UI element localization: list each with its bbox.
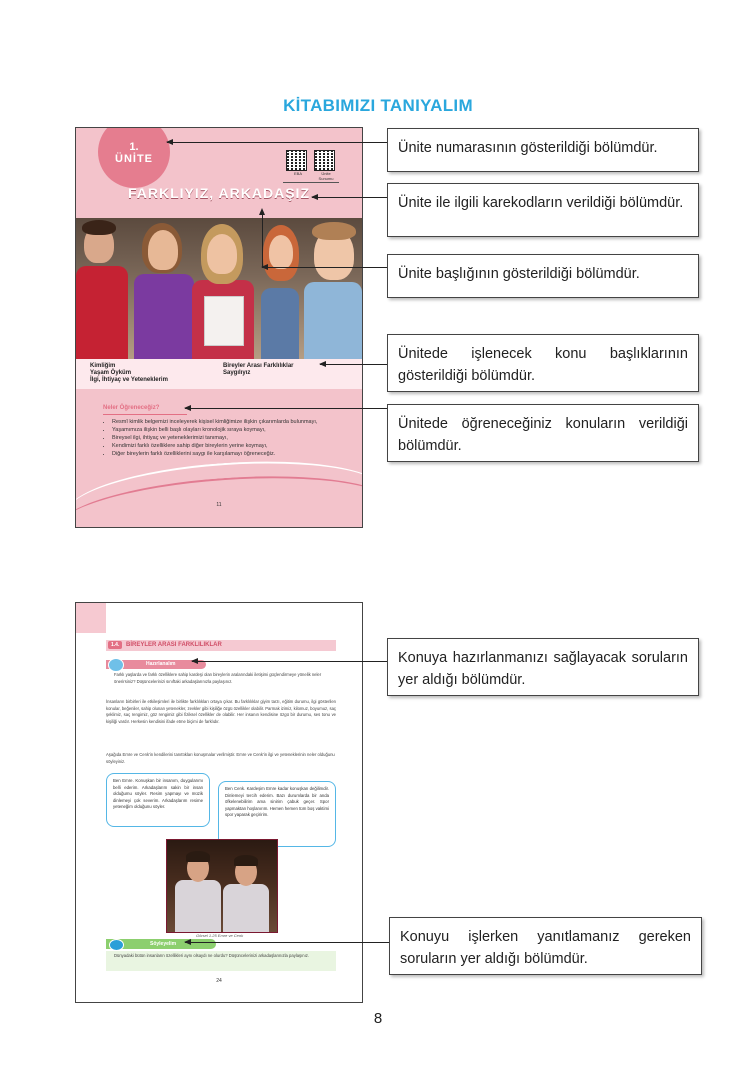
intro-text: Aşağıda Emre ve Cenk'in kendilerini tanıttıkları konuşmalar verilmiştir. Emre ve Cenk'in ilgi ve yeteneklerinin neler olduğunu söyleyiniz. (106, 752, 335, 764)
unit-number: 1. (129, 141, 139, 153)
list-item: • Resmî kimlik belgemizi inceleyerek kişisel kimliğimize ilişkin çıkarımlarda bulunmayı, (112, 418, 352, 426)
list-item: • Yaşamımıza ilişkin belli başlı olayları kronolojik sıraya koymayı, (112, 426, 352, 434)
learn-list (102, 418, 352, 458)
twins-photo (166, 839, 278, 933)
photo-caption: Görsel 1.25 Emre ve Cenk (196, 933, 244, 938)
prep-text: Farklı yaşlarda ve farklı özelliklere sahip kardeşi olan bireylerin aralarındaki iletişimi güçlendirmeye yönelik neler önerirsiniz? Düşüncelerinizi sınıftaki arkadaşlarınızla paylaşınız. (114, 672, 322, 684)
callout-preparation: Konuya hazırlanmanızı sağlayacak soruların yer aldığı bölümdür. (387, 638, 699, 696)
learn-heading: Neler Öğreneceğiz? (103, 405, 160, 411)
callout-unit-number: Ünite numarasının gösterildiği bölümdür. (387, 128, 699, 172)
callout-learning-goals: Ünitede öğreneceğiniz konuların verildiği bölümdür. (387, 404, 699, 462)
callout-qr-codes: Ünite ile ilgili karekodların verildiği bölümdür. (387, 183, 699, 237)
unit-title: FARKLIYIZ, ARKADAŞIZ (127, 185, 311, 201)
list-item: • Diğer bireylerin farklı özelliklerini saygı ile karşılamayı öğreneceğiz. (112, 450, 352, 458)
arrow-pointer (185, 408, 387, 409)
page-number: 8 (373, 1010, 383, 1027)
children-photo (76, 218, 362, 359)
unit-cover-page (75, 127, 363, 528)
arrow-pointer (192, 661, 387, 662)
prep-label: Hazırlanalım (146, 661, 176, 667)
arrow-pointer (167, 142, 387, 143)
list-item: • Kendimizi farklı özelliklere sahip diğer bireylerin yerine koymayı, (112, 442, 352, 450)
topic-item: Kimliğim (90, 363, 116, 369)
arrow-pointer (262, 267, 387, 268)
page-title: KİTABIMIZI TANIYALIM (283, 96, 473, 115)
page-number: 24 (216, 978, 222, 984)
speak-text: Dünyadaki bütün insanların özellikleri aynı olsaydı ne olurdu? Düşüncelerinizi arkadaşlarınızla paylaşınız. (114, 953, 310, 958)
qr-label: EBA (293, 171, 302, 176)
speech-bubble-emre: Ben Emre. Konuşkan bir insanım, duygularımı belli ederim. Arkadaşlarım sakin bir insan olduğumu söyler. Resim yapmayı ve müzik dinlemeyi çok severim. Arkadaşlarım resime yeteneğim olduğunu söyler. (106, 773, 210, 827)
callout-topic-headings: Ünitede işlenecek konu başlıklarının gösterildiği bölümdür. (387, 334, 699, 392)
topic-item: Saygılıyız (223, 370, 251, 376)
arrow-pointer (320, 364, 387, 365)
speech-bubble-cenk: Ben Cenk. Kardeşim Emre kadar konuşkan değilimdir. Dinlemeyi tercih ederim. Bazı durumlarda bir anda öfkelenebilirim ama sinirim çabuk geçer. Spor yapmaktan hoşlanırım. Hemen hemen tüm boş vaktimi spor yaparak geçiririm. (218, 781, 336, 847)
qr-code-unit-presentation[interactable] (314, 150, 338, 181)
callout-discussion: Konuyu işlerken yanıtlamanız gereken soruların yer aldığı bölümdür. (389, 917, 702, 975)
arrow-pointer (185, 942, 389, 943)
arrow-pointer (262, 214, 263, 267)
decorative-corner (76, 603, 106, 633)
unit-word: ÜNİTE (115, 153, 153, 165)
qr-code-eba[interactable] (286, 150, 310, 176)
divider (103, 414, 187, 415)
qr-label: Ünite Sunumu (318, 171, 334, 181)
cloud-icon (108, 658, 124, 672)
page-number: 11 (216, 502, 222, 508)
body-text: İnsanların birbirleri ile etkileşimleri ile birlikte farklılıkları ortaya çıkar. Bu farklılıklar giyim tarzı, eğitim durumu, ilgi gösterilen konular, beğeniler, sahip olunan yetenekler, zevkler gibi kişiliğe özgü özellikler olabilir. Parmak izimiz, kilomuz, boyumuz, saç şeklimiz, saç rengimiz, göz rengimiz gibi fiziksel özellikler de olabilir. Her insanın kendisine özgü bir durumu, ses tonu ve kişiliği vardır. Herkesin kendisini ifade etme biçimi de farklıdır. (106, 699, 336, 724)
topic-item: Bireyler Arası Farklılıklar (223, 363, 294, 369)
section-number: 1.4. (108, 641, 122, 649)
topic-item: Yaşam Öyküm (90, 370, 132, 376)
speak-label: Söyleyelim (150, 941, 177, 947)
topic-item: İlgi, İhtiyaç ve Yeteneklerim (90, 377, 168, 383)
callout-unit-title: Ünite başlığının gösterildiği bölümdür. (387, 254, 699, 298)
qr-code-icon (314, 150, 335, 171)
divider (283, 182, 339, 183)
list-item: • Bireysel ilgi, ihtiyaç ve yeteneklerimizi tanımayı, (112, 434, 352, 442)
arrow-pointer (312, 197, 387, 198)
speech-icon (109, 939, 124, 951)
section-title: BİREYLER ARASI FARKLILIKLAR (126, 642, 222, 648)
qr-code-icon (286, 150, 307, 171)
